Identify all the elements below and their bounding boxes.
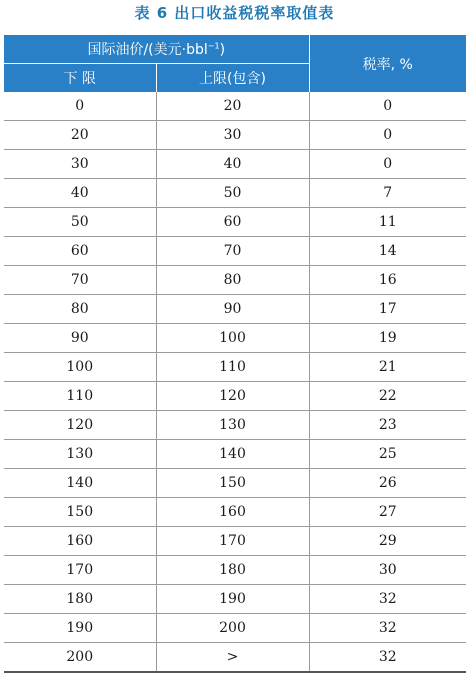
cell-upper: 110 [156, 353, 309, 382]
table-row [4, 266, 466, 295]
cell-lower: 130 [4, 440, 156, 469]
table-row [4, 585, 466, 614]
cell-rate: 30 [309, 556, 466, 585]
cell-upper: 100 [156, 324, 309, 353]
cell-rate: 17 [309, 295, 466, 324]
cell-rate: 23 [309, 411, 466, 440]
tax-rate-table [4, 35, 466, 673]
cell-rate: 0 [309, 150, 466, 179]
cell-upper: 200 [156, 614, 309, 643]
cell-upper: 170 [156, 527, 309, 556]
cell-lower: 20 [4, 121, 156, 150]
cell-rate: 14 [309, 237, 466, 266]
cell-upper: 70 [156, 237, 309, 266]
cell-rate: 21 [309, 353, 466, 382]
cell-rate: 32 [309, 614, 466, 643]
oil-price-header [4, 35, 309, 64]
table-row [4, 353, 466, 382]
table-row [4, 150, 466, 179]
cell-lower: 150 [4, 498, 156, 527]
table-row [4, 121, 466, 150]
cell-upper: 30 [156, 121, 309, 150]
cell-rate: 22 [309, 382, 466, 411]
cell-lower: 50 [4, 208, 156, 237]
cell-rate: 27 [309, 498, 466, 527]
cell-rate: 25 [309, 440, 466, 469]
cell-lower: 0 [4, 92, 156, 121]
lower-limit-header: 下 限 [4, 64, 156, 93]
table-title: 表 6 出口收益税税率取值表 [134, 4, 335, 22]
cell-upper: 40 [156, 150, 309, 179]
cell-upper: 90 [156, 295, 309, 324]
cell-upper: 140 [156, 440, 309, 469]
cell-rate: 19 [309, 324, 466, 353]
table-row [4, 208, 466, 237]
cell-lower: 100 [4, 353, 156, 382]
cell-upper: 160 [156, 498, 309, 527]
cell-lower: 170 [4, 556, 156, 585]
cell-lower: 30 [4, 150, 156, 179]
oil-price-header-close: ) [219, 42, 226, 58]
table-row [4, 614, 466, 643]
cell-lower: 80 [4, 295, 156, 324]
cell-upper: 180 [156, 556, 309, 585]
cell-upper: 20 [156, 92, 309, 121]
cell-lower: 70 [4, 266, 156, 295]
cell-lower: 120 [4, 411, 156, 440]
cell-rate: 0 [309, 92, 466, 121]
cell-lower: 160 [4, 527, 156, 556]
cell-lower: 40 [4, 179, 156, 208]
cell-rate: 32 [309, 643, 466, 673]
cell-lower: 180 [4, 585, 156, 614]
table-row [4, 440, 466, 469]
table-row [4, 643, 466, 673]
table-row [4, 237, 466, 266]
upper-limit-header: 上限(包含) [156, 64, 309, 93]
cell-lower: 110 [4, 382, 156, 411]
cell-rate: 29 [309, 527, 466, 556]
cell-rate: 0 [309, 121, 466, 150]
cell-rate: 32 [309, 585, 466, 614]
cell-rate: 7 [309, 179, 466, 208]
cell-lower: 200 [4, 643, 156, 673]
cell-upper: 50 [156, 179, 309, 208]
cell-upper: 150 [156, 469, 309, 498]
cell-upper: 130 [156, 411, 309, 440]
table-row [4, 295, 466, 324]
table-row [4, 556, 466, 585]
cell-lower: 60 [4, 237, 156, 266]
oil-price-header-label: 国际油价/(美元·bbl [87, 42, 208, 58]
cell-upper: 120 [156, 382, 309, 411]
table-row [4, 382, 466, 411]
oil-price-header-sup: −1 [207, 41, 220, 51]
table-row [4, 179, 466, 208]
table-row [4, 469, 466, 498]
cell-rate: 11 [309, 208, 466, 237]
table-row [4, 92, 466, 121]
table-row [4, 527, 466, 556]
cell-upper: 60 [156, 208, 309, 237]
table-row [4, 498, 466, 527]
cell-lower: 90 [4, 324, 156, 353]
cell-upper: 190 [156, 585, 309, 614]
rate-header: 税率, % [309, 35, 466, 92]
table-row [4, 324, 466, 353]
cell-upper: 80 [156, 266, 309, 295]
table-row [4, 411, 466, 440]
cell-lower: 140 [4, 469, 156, 498]
cell-lower: 190 [4, 614, 156, 643]
cell-rate: 26 [309, 469, 466, 498]
cell-upper: > [156, 643, 309, 673]
cell-rate: 16 [309, 266, 466, 295]
